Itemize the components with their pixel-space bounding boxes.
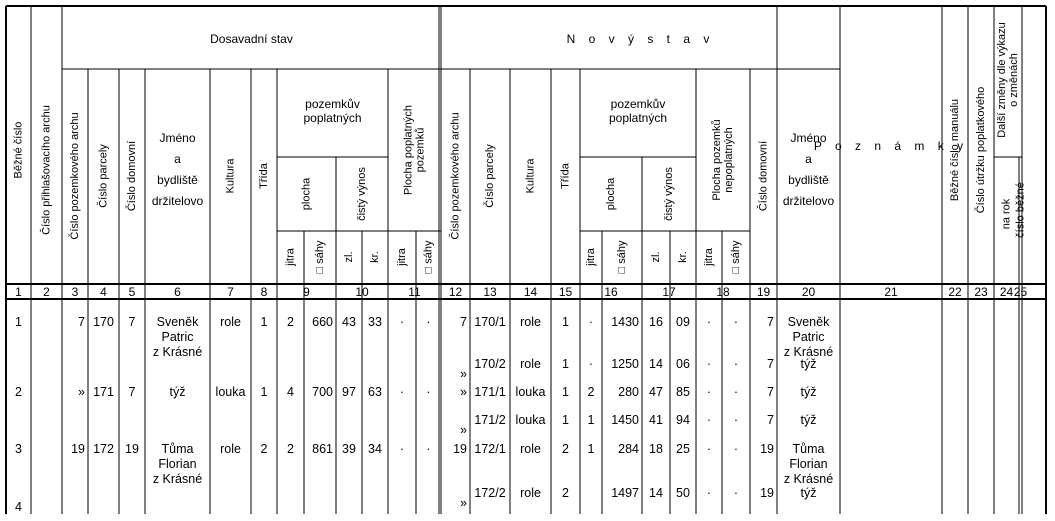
column-number: 3 <box>71 285 79 299</box>
header-sahy: □ sáhy <box>730 240 742 274</box>
header-na-rok: na rok <box>1000 198 1013 230</box>
column-number: 25 <box>1013 285 1028 299</box>
row-novy-jmeno: týž <box>800 413 817 427</box>
row-novy-cislo-domovni: 7 <box>767 413 774 427</box>
row-novy-jmeno: Tůma <box>792 442 825 456</box>
row-plocha-nepoplatnych-jitra: · <box>706 413 712 427</box>
row-novy-jitra: · <box>588 315 594 329</box>
row-novy-jmeno: týž <box>800 357 817 371</box>
column-number: 5 <box>128 285 136 299</box>
row-trida: 1 <box>260 385 268 399</box>
header-poznamky: P o z n á m k y <box>813 139 969 153</box>
row-novy-cislo-domovni: 7 <box>767 357 774 371</box>
column-number: 6 <box>174 285 181 299</box>
row-bezne-cislo: 2 <box>15 385 22 399</box>
header-plocha-poplatnych: Plocha poplatných <box>402 105 415 195</box>
row-plocha-poplatnych-jitra: · <box>399 315 405 329</box>
header-sahy: □ sáhy <box>314 240 326 274</box>
row-plocha-poplatnych-jitra: · <box>399 385 405 399</box>
row-kr: 63 <box>368 385 382 399</box>
row-novy-zl: 41 <box>649 413 663 427</box>
row-plocha-nepoplatnych-sahy: · <box>733 315 739 329</box>
row-novy-zl: 14 <box>649 357 663 371</box>
row-novy-trida: 1 <box>562 413 569 427</box>
row-novy-zl: 14 <box>649 486 663 500</box>
row-kultura: louka <box>215 385 246 399</box>
row-zl: 43 <box>342 315 356 329</box>
row-kr: 33 <box>368 315 382 329</box>
row-novy-trida: 2 <box>562 442 569 456</box>
column-number: 4 <box>100 285 107 299</box>
row-novy-sahy: 1450 <box>611 413 639 427</box>
column-number: 11 <box>408 285 421 299</box>
row-jmeno: z Krásné <box>152 345 203 359</box>
header-plocha-nepoplatnych: Plocha pozemků <box>711 119 723 201</box>
row-plocha-nepoplatnych-jitra: · <box>706 385 712 399</box>
row-plocha-poplatnych-sahy: · <box>426 385 431 399</box>
column-number: 17 <box>662 285 676 299</box>
row-trida: 2 <box>260 442 268 456</box>
header-jmeno: držitelovo <box>151 194 204 208</box>
column-number: 12 <box>448 285 463 299</box>
header-novy-jmeno: bydliště <box>788 173 829 187</box>
row-jmeno: Tůma <box>161 442 194 456</box>
header-novy-plocha: plocha <box>605 177 617 211</box>
header-cislo-parcely: Číslo parcely <box>97 144 110 208</box>
header-jitra: jitra <box>585 248 597 266</box>
header-jitra: jitra <box>284 248 297 266</box>
row-plocha-nepoplatnych-sahy: · <box>733 413 739 427</box>
header-zl: zl. <box>650 251 662 263</box>
header-zl: zl. <box>343 251 355 263</box>
row-zl: 39 <box>342 442 356 456</box>
row-novy-jitra: 1 <box>587 442 595 456</box>
column-number: 21 <box>884 285 898 299</box>
header-dalsi-zmeny: Další změny dle výkazu <box>996 22 1008 138</box>
row-novy-cislo-parcely: 172/1 <box>474 442 506 456</box>
row-plocha-poplatnych-jitra: · <box>399 442 405 456</box>
row-jitra: 2 <box>287 315 294 329</box>
header-novy-jmeno: Jméno <box>790 131 827 145</box>
row-novy-kr: 25 <box>676 442 690 456</box>
header-novy-cislo-parcely: Číslo parcely <box>484 144 496 208</box>
row-plocha-nepoplatnych-jitra: · <box>706 486 712 500</box>
row-novy-trida: 1 <box>562 357 569 371</box>
row-novy-jmeno: týž <box>800 385 817 399</box>
row-kultura: role <box>220 315 241 329</box>
header-jitra: jitra <box>396 248 408 266</box>
row-novy-cislo-pozemkoveho-archu: » <box>460 423 467 437</box>
row-sahy: 660 <box>312 315 333 329</box>
header-kultura: Kultura <box>224 158 237 194</box>
header-sahy: □ sáhy <box>616 240 628 274</box>
row-jitra: 2 <box>287 442 294 456</box>
header-novy-pozemkuv-poplatnych: poplatných <box>608 111 668 125</box>
row-novy-kultura: louka <box>515 385 546 399</box>
row-novy-cislo-pozemkoveho-archu: » <box>460 367 467 381</box>
header-cislo-pozemkoveho-archu: Číslo pozemkového archu <box>69 112 81 240</box>
column-number: 18 <box>716 285 730 299</box>
header-plocha-nepoplatnych: nepoplatných <box>723 127 735 193</box>
row-cislo-domovni: 19 <box>125 442 139 456</box>
column-number: 16 <box>604 285 618 299</box>
header-novy-trida: Třída <box>559 163 572 189</box>
row-novy-jmeno: Patric <box>792 330 825 344</box>
row-novy-cislo-domovni: 7 <box>767 315 774 329</box>
header-bezne-cislo-manualu: Běžné číslo manuálu <box>949 98 961 202</box>
row-novy-cislo-parcely: 172/2 <box>474 486 506 500</box>
header-novy-cisty-vynos: čistý výnos <box>663 167 675 221</box>
row-jmeno: Patric <box>161 330 194 344</box>
table-text <box>13 22 1028 514</box>
header-cislo-utrzku: Číslo útržku poplatkového <box>975 86 987 214</box>
header-novy-pozemkuv-poplatnych: pozemkův <box>610 97 666 111</box>
column-number: 1 <box>15 285 22 299</box>
row-cislo-parcely: 172 <box>93 442 114 456</box>
row-novy-cislo-parcely: 171/2 <box>474 413 506 427</box>
row-plocha-nepoplatnych-jitra: · <box>706 357 712 371</box>
row-novy-jmeno: týž <box>800 486 817 500</box>
column-number: 20 <box>801 285 816 299</box>
row-plocha-nepoplatnych-jitra: · <box>706 442 712 456</box>
row-novy-kr: 50 <box>676 486 690 500</box>
row-novy-sahy: 1250 <box>611 357 639 371</box>
row-novy-kr: 85 <box>676 385 690 399</box>
row-bezne-cislo: 4 <box>15 500 22 514</box>
column-number: 13 <box>483 285 497 299</box>
column-number: 2 <box>43 285 50 299</box>
row-novy-jmeno: Sveněk <box>787 315 830 329</box>
header-jmeno: Jméno <box>159 131 196 145</box>
row-trida: 1 <box>260 315 268 329</box>
row-bezne-cislo: 3 <box>15 442 22 456</box>
row-cislo-parcely: 170 <box>93 315 114 329</box>
header-pozemkuv-poplatnych: poplatných <box>303 111 362 125</box>
header-kr: kr. <box>677 251 689 263</box>
column-number: 15 <box>558 285 573 299</box>
row-novy-cislo-parcely: 171/1 <box>474 385 506 399</box>
column-number: 22 <box>948 285 962 299</box>
column-number: 14 <box>523 285 538 299</box>
row-novy-cislo-domovni: 19 <box>760 486 774 500</box>
header-pozemkuv-poplatnych: pozemkův <box>305 97 360 111</box>
row-novy-cislo-domovni: 19 <box>760 442 774 456</box>
header-cisty-vynos: čistý výnos <box>356 167 368 221</box>
row-jitra: 4 <box>287 385 294 399</box>
row-novy-kultura: role <box>520 357 541 371</box>
header-kr: kr. <box>369 251 381 263</box>
header-jmeno: bydliště <box>157 173 198 187</box>
row-cislo-pozemkoveho-archu: 7 <box>78 315 85 329</box>
header-cislo-domovni: Číslo domovní <box>126 140 138 212</box>
row-novy-trida: 2 <box>562 486 569 500</box>
row-plocha-nepoplatnych-jitra: · <box>706 315 712 329</box>
novy-stav-header: N o v ý s t a v <box>566 32 715 46</box>
row-novy-kr: 94 <box>676 413 690 427</box>
row-sahy: 861 <box>312 442 333 456</box>
row-novy-kultura: role <box>520 486 541 500</box>
row-novy-cislo-pozemkoveho-archu: 19 <box>453 442 467 456</box>
header-jitra: jitra <box>703 248 715 266</box>
row-novy-kultura: role <box>520 315 541 329</box>
row-cislo-pozemkoveho-archu: 19 <box>71 442 85 456</box>
row-novy-cislo-pozemkoveho-archu: 7 <box>460 315 467 329</box>
row-novy-cislo-parcely: 170/2 <box>474 357 506 371</box>
row-novy-zl: 16 <box>649 315 663 329</box>
column-number: 19 <box>756 285 771 299</box>
row-plocha-nepoplatnych-sahy: · <box>733 357 739 371</box>
row-novy-sahy: 284 <box>618 442 639 456</box>
header-novy-kultura: Kultura <box>524 158 537 194</box>
row-novy-cislo-pozemkoveho-archu: » <box>460 385 467 399</box>
column-number: 10 <box>355 285 369 299</box>
row-kultura: role <box>220 442 241 456</box>
row-novy-trida: 1 <box>562 385 569 399</box>
row-novy-zl: 18 <box>649 442 663 456</box>
row-kr: 34 <box>368 442 382 456</box>
row-novy-sahy: 280 <box>618 385 639 399</box>
header-sahy: □ sáhy <box>422 240 435 274</box>
row-novy-cislo-domovni: 7 <box>767 385 774 399</box>
row-novy-jitra: 2 <box>587 385 595 399</box>
header-dalsi-zmeny: o změnách <box>1008 53 1020 107</box>
row-cislo-parcely: 171 <box>93 385 114 399</box>
header-bezne-cislo: Běžné číslo <box>12 121 25 179</box>
dosavadni-stav-header: Dosavadní stav <box>210 32 293 46</box>
header-plocha: plocha <box>300 177 313 211</box>
row-novy-jitra: · <box>588 357 594 371</box>
header-jmeno: a <box>174 152 181 166</box>
row-novy-kr: 09 <box>676 315 690 329</box>
row-cislo-domovni: 7 <box>128 385 136 399</box>
table-grid <box>6 6 1046 514</box>
column-number: 7 <box>227 285 234 299</box>
header-novy-jmeno: a <box>805 152 812 166</box>
row-novy-kultura: role <box>520 442 541 456</box>
header-novy-jmeno: držitelovo <box>782 194 835 208</box>
row-plocha-nepoplatnych-sahy: · <box>733 442 739 456</box>
header-plocha-poplatnych: pozemků <box>414 127 427 173</box>
row-sahy: 700 <box>312 385 333 399</box>
column-number: 8 <box>260 285 268 299</box>
row-plocha-nepoplatnych-sahy: · <box>733 385 739 399</box>
header-trida: Třída <box>258 163 270 189</box>
row-novy-sahy: 1497 <box>611 486 639 500</box>
column-number: 23 <box>974 285 988 299</box>
row-novy-cislo-parcely: 170/1 <box>474 315 506 329</box>
header-cislo-prihlasovaciho-archu: Číslo přihlašovacího archu <box>40 105 53 235</box>
row-jmeno: z Krásné <box>152 472 203 486</box>
row-novy-sahy: 1430 <box>611 315 639 329</box>
row-novy-jitra: 1 <box>587 413 595 427</box>
header-novy-cislo-domovni: Číslo domovní <box>757 140 770 212</box>
row-novy-trida: 1 <box>562 315 569 329</box>
column-number: 9 <box>303 285 310 299</box>
row-novy-zl: 47 <box>649 385 663 399</box>
row-plocha-nepoplatnych-sahy: · <box>733 486 739 500</box>
row-plocha-poplatnych-sahy: · <box>426 442 431 456</box>
row-novy-jmeno: z Krásné <box>783 345 834 359</box>
header-novy-cislo-pozemkoveho-archu: Číslo pozemkového archu <box>449 112 462 240</box>
column-number: 24 <box>999 285 1014 299</box>
row-novy-jmeno: Florian <box>789 457 828 471</box>
row-jmeno: Florian <box>158 457 197 471</box>
row-jmeno: týž <box>169 385 186 399</box>
row-cislo-domovni: 7 <box>128 315 136 329</box>
row-novy-cislo-pozemkoveho-archu: » <box>460 496 467 510</box>
row-novy-jmeno: z Krásné <box>783 472 834 486</box>
row-novy-kultura: louka <box>515 413 546 427</box>
row-cislo-pozemkoveho-archu: » <box>78 385 85 399</box>
row-bezne-cislo: 1 <box>15 315 22 329</box>
row-plocha-poplatnych-sahy: · <box>426 315 431 329</box>
row-jmeno: Sveněk <box>156 315 199 329</box>
row-zl: 97 <box>342 385 356 399</box>
row-novy-kr: 06 <box>676 357 690 371</box>
header-cislo-bezne: číslo běžné <box>1014 182 1027 238</box>
